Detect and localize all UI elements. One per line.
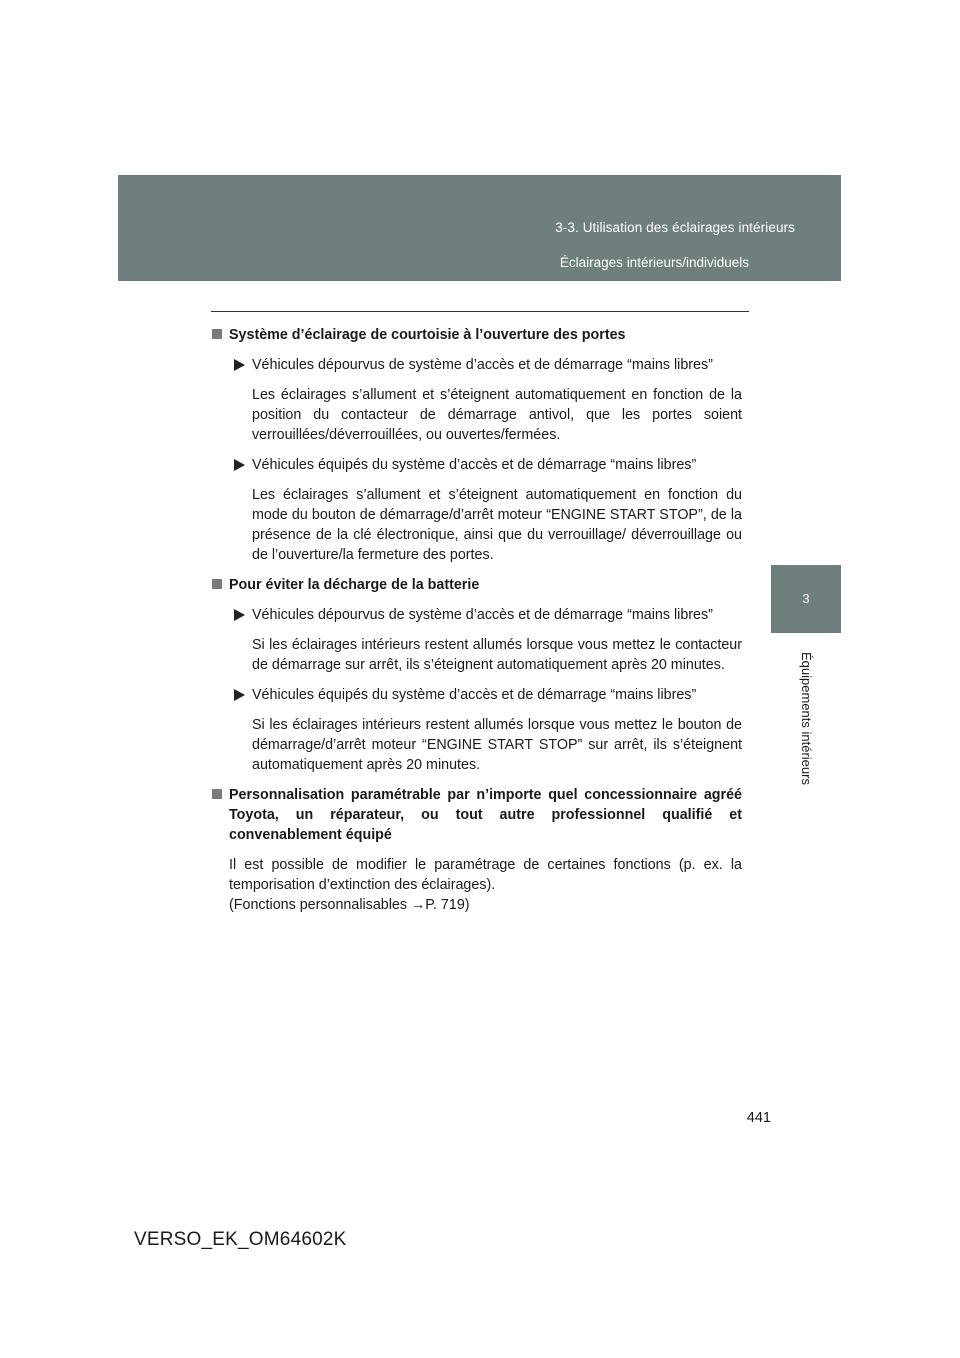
condition-text: Véhicules équipés du système d’accès et de démarrage “mains libres” xyxy=(252,687,697,703)
square-bullet-icon xyxy=(212,789,222,799)
cross-reference: (Fonctions personnalisables →P. 719) xyxy=(229,897,470,913)
condition-text: Véhicules dépourvus de système d’accès et de démarrage “mains libres” xyxy=(252,607,713,623)
triangle-bullet-icon xyxy=(234,459,245,471)
main-content xyxy=(212,325,742,915)
header-band xyxy=(118,175,841,281)
condition-item xyxy=(212,605,742,625)
triangle-bullet-icon xyxy=(234,359,245,371)
triangle-bullet-icon xyxy=(234,689,245,701)
condition-text: Véhicules dépourvus de système d’accès et de démarrage “mains libres” xyxy=(252,357,713,373)
condition-item xyxy=(212,455,742,475)
condition-text: Véhicules équipés du système d’accès et de démarrage “mains libres” xyxy=(252,457,697,473)
body-paragraph: Les éclairages s’allument et s’éteignent automatiquement en fonction du mode du bouton de démarrage/d’arrêt moteur “ENGINE START STOP”, de la présence de la clé électronique, ainsi que du verrouillage/ déverrouillage ou de l’ouverture/la fermeture des portes. xyxy=(252,487,742,563)
section-heading-text: Personnalisation paramétrable par n’importe quel concessionnaire agréé Toyota, un réparateur, ou tout autre professionnel qualifié et convenablement équipé xyxy=(229,787,742,843)
chapter-title-label: Équipements intérieurs xyxy=(798,651,814,785)
document-code: VERSO_EK_OM64602K xyxy=(134,1229,347,1250)
body-paragraph: Les éclairages s’allument et s’éteignent automatiquement en fonction de la position du contacteur de démarrage antivol, que les portes soient verrouillées/déverrouillées, ou ouvertes/fermées. xyxy=(252,387,742,443)
body-paragraph: Il est possible de modifier le paramétrage de certaines fonctions (p. ex. la temporisation d’extinction des éclairages). xyxy=(229,857,742,893)
section-heading-text: Système d’éclairage de courtoisie à l’ouverture des portes xyxy=(229,327,626,343)
chapter-title-vertical xyxy=(771,633,841,803)
condition-item xyxy=(212,355,742,375)
body-paragraph: Si les éclairages intérieurs restent allumés lorsque vous mettez le contacteur de démarrage sur arrêt, ils s’éteignent automatiquement après 20 minutes. xyxy=(252,637,742,673)
section-heading xyxy=(212,575,742,595)
square-bullet-icon xyxy=(212,329,222,339)
triangle-bullet-icon xyxy=(234,609,245,621)
header-subsection-title: Éclairages intérieurs/individuels xyxy=(559,255,749,270)
chapter-number-tab: 3 xyxy=(771,565,841,633)
page-number: 441 xyxy=(746,1110,771,1126)
condition-item xyxy=(212,685,742,705)
section-heading-text: Pour éviter la décharge de la batterie xyxy=(229,577,480,593)
section-heading xyxy=(212,785,742,845)
section-heading xyxy=(212,325,742,345)
square-bullet-icon xyxy=(212,579,222,589)
body-paragraph: Si les éclairages intérieurs restent allumés lorsque vous mettez le bouton de démarrage/d’arrêt moteur “ENGINE START STOP” sur arrêt, ils s’éteignent automatiquement après 20 minutes. xyxy=(252,717,742,773)
header-section-title: 3-3. Utilisation des éclairages intérieurs xyxy=(555,220,795,235)
section-divider xyxy=(211,311,749,312)
